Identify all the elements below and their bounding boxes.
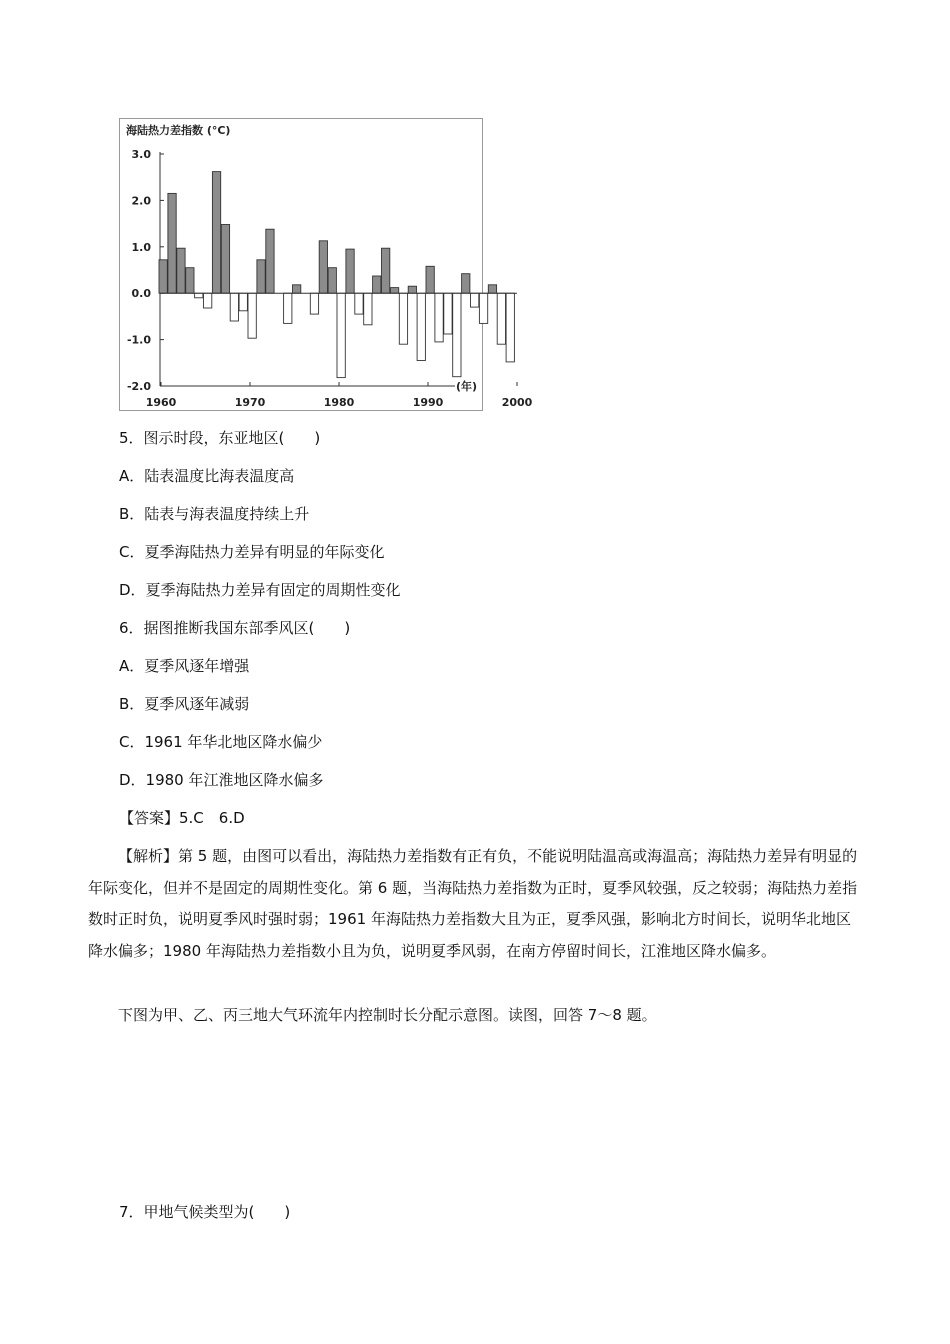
bar-1962 (177, 248, 185, 293)
q5-stem: 5．图示时段，东亚地区( ) (119, 429, 321, 447)
chart-figure (119, 118, 533, 411)
bar-1997 (488, 285, 496, 293)
bar-1988 (408, 286, 416, 293)
bar-1998 (497, 293, 505, 344)
y-tick-label: 1.0 (131, 240, 151, 254)
bar-1984 (373, 276, 381, 293)
bar-1977 (310, 293, 318, 314)
bar-1969 (239, 293, 247, 311)
q6-option-c: C．1961 年华北地区降水偏少 (119, 733, 323, 751)
bar-1999 (506, 293, 514, 362)
bar-1968 (230, 293, 238, 321)
bar-1970 (248, 293, 256, 338)
bar-1961 (168, 193, 176, 293)
q6-stem: 6．据图推断我国东部季风区( ) (119, 619, 351, 637)
bar-1983 (364, 293, 372, 325)
bar-1996 (479, 293, 487, 323)
bar-1980 (337, 293, 345, 377)
answer-line: 【答案】5.C 6.D (119, 809, 245, 827)
q6-option-d: D．1980 年江淮地区降水偏多 (119, 771, 324, 789)
bar-1981 (346, 249, 354, 293)
bar-1992 (444, 293, 452, 334)
analysis-paragraph: 【解析】第 5 题，由图可以看出，海陆热力差指数有正有负，不能说明陆温高或海温高；海陆热力差异有明显的年际变化，但并不是固定的周期性变化。第 6 题，当海陆热力差指数为正时，夏季风较强，反之较弱；海陆热力差指数时正时负，说明夏季风时强时弱；1961 年海陆热力差指数大且为正，夏季风强，影响北方时间长，说明华北地区降水偏多；1980 年海陆热力差指数小且为负，说明夏季风弱，在南方停留时间长，江淮地区降水偏多。 (88, 847, 858, 960)
bar-1964 (195, 293, 203, 298)
bar-1993 (453, 293, 461, 377)
q6-option-a: A．夏季风逐年增强 (119, 657, 250, 675)
y-tick-label: -2.0 (126, 380, 151, 393)
q6-option-b: B．夏季风逐年减弱 (119, 695, 250, 713)
bar-1974 (284, 293, 292, 323)
bar-1966 (212, 172, 220, 294)
x-tick-label: 1970 (234, 396, 266, 409)
bar-1963 (186, 268, 194, 294)
q5-option-d: D．夏季海陆热力差异有固定的周期性变化 (119, 581, 401, 599)
bar-1982 (355, 293, 363, 314)
bar-1987 (399, 293, 407, 344)
bar-1994 (462, 274, 470, 294)
bar-1965 (204, 293, 212, 308)
y-tick-label: 0.0 (131, 287, 151, 301)
x-axis-unit-label: (年) (456, 380, 478, 393)
bar-1989 (417, 293, 425, 360)
bar-1995 (471, 293, 479, 307)
q5-option-a: A．陆表温度比海表温度高 (119, 467, 295, 485)
q5-option-c: C．夏季海陆热力差异有明显的年际变化 (119, 543, 385, 561)
bar-1967 (221, 225, 229, 294)
bar-1979 (328, 268, 336, 294)
x-tick-label: 1960 (145, 396, 177, 409)
intro-paragraph: 下图为甲、乙、丙三地大气环流年内控制时长分配示意图。读图，回答 7～8 题。 (118, 1006, 657, 1024)
chart-title: 海陆热力差指数 (°C) (126, 124, 231, 137)
bar-1975 (293, 285, 301, 293)
y-tick-label: 2.0 (131, 194, 151, 208)
q7-stem: 7．甲地气候类型为( ) (119, 1203, 291, 1221)
y-tick-label: 3.0 (131, 148, 151, 161)
bar-chart (120, 119, 533, 412)
bar-1978 (319, 241, 327, 293)
bar-1972 (266, 229, 274, 293)
bar-1985 (382, 248, 390, 293)
x-tick-label: 1980 (323, 396, 355, 409)
q5-option-b: B．陆表与海表温度持续上升 (119, 505, 310, 523)
x-tick-label: 1990 (412, 396, 444, 409)
bar-1971 (257, 260, 265, 293)
y-tick-label: -1.0 (126, 333, 151, 347)
x-tick-label: 2000 (501, 396, 533, 409)
bar-1960 (159, 260, 167, 293)
bar-1990 (426, 266, 434, 293)
bar-1986 (390, 288, 398, 294)
bar-1991 (435, 293, 443, 342)
